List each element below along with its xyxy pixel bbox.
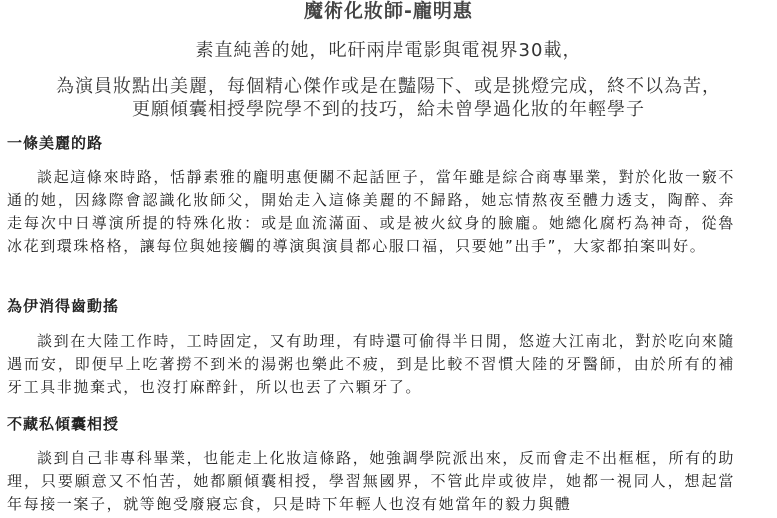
- subtitle-line-1: 素直純善的她，叱矸兩岸電影與電視界30載，: [195, 40, 582, 61]
- section-body-teeth: 談到在大陸工作時，工時固定，又有助理，有時還可偷得半日閒，悠遊大江南北，對於吃向來隨遇而安，即便早上吃著撈不到米的湯粥也樂此不疲，到是比較不習慣大陸的牙醫師，由於所有的補牙工具非拋棄式，也沒打麻醉針，所以也丟了六顆牙了。: [7, 332, 735, 396]
- section-body-teaching: 談到自己非專科畢業，也能走上化妝這條路，她強調學院派出來，反而會走不出框框，所有的助理，只要願意又不怕苦，她都願傾囊相授，學習無國界，不管此岸或彼岸，她都一視同人，想起當年每接一案子，就等飽受廢寢忘食，只是時下年輕人也沒有她當年的毅力與體: [7, 449, 735, 513]
- subtitle-line-2: 為演員妝點出美麗，每個精心傑作或是在豔陽下、或是挑燈完成，終不以為苦，: [56, 76, 721, 97]
- section-heading-beautiful-road: 一條美麗的路: [7, 134, 104, 152]
- section-heading-teeth: 為伊消得齒動搖: [7, 297, 120, 315]
- subtitle-line-3: 更願傾囊相授學院學不到的技巧，給未曾學過化妝的年輕學子: [132, 99, 645, 120]
- section-body-beautiful-road: 談起這條來時路，恬靜素雅的龐明惠便關不起話匣子，當年雖是綜合商專畢業，對於化妝一竅不通的她，因緣際會認識化妝師父，開始走入這條美麗的不歸路，她忘情熬夜至體力透支，陶醉、奔走每次中日導演所提的特殊化妝：或是血流滿面、或是被火紋身的臉龐。她總化腐朽為神奇，從魯冰花到環珠格格，讓每位與她接觸的導演與演員都心服口福，只要她”出手”，大家都拍案叫好。: [7, 168, 735, 255]
- article-title: 魔術化妝師-龐明惠: [304, 0, 473, 22]
- section-heading-teaching: 不藏私傾囊相授: [7, 415, 120, 433]
